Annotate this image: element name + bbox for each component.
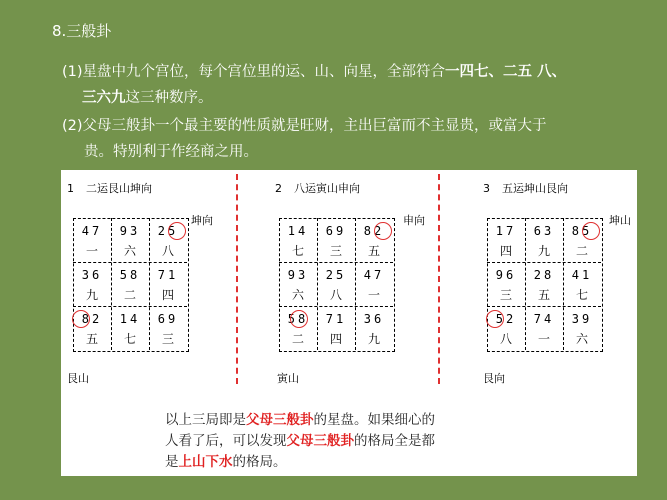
chart-title [67,180,152,196]
p1-bold-2: 三六九 [82,90,126,106]
chart-name: 八运寅山申向 [294,182,360,195]
period-star: 五 [367,244,380,258]
period-star: 三 [329,244,342,258]
palace-cell [74,222,110,258]
caption-part: 的星盘。如果细心的 [313,412,435,428]
mountain-label: 寅山 [277,372,299,385]
palace-cell [150,222,186,258]
period-star: 五 [85,332,98,346]
paragraph-2-line-1: (2)父母三般卦一个最主要的性质就是旺财，主出巨富而不主显贵，或富大于 [62,118,547,134]
period-star: 三 [161,332,174,346]
grid-line [487,262,601,263]
caption-line-1 [165,410,435,431]
period-star: 一 [367,288,380,302]
period-star: 四 [161,288,174,302]
mountain-facing-stars: 25 [157,224,179,238]
mountain-facing-stars: 58 [119,268,141,282]
palace-cell [356,310,392,346]
mountain-facing-stars: 96 [495,268,517,282]
period-star: 六 [291,288,304,302]
chart-title [483,180,568,196]
caption-part: 人看了后，可以发现 [165,433,287,449]
palace-cell [526,266,562,302]
p1-bold: 一四七、二五 八、 [445,64,567,80]
caption-part: 的格局全是都 [354,433,435,449]
period-star: 一 [537,332,550,346]
mountain-facing-stars: 82 [363,224,385,238]
period-star: 七 [575,288,588,302]
grid-line [73,262,187,263]
caption-highlight: 父母三般卦 [246,412,314,428]
mountain-facing-stars: 71 [157,268,179,282]
period-star: 七 [123,332,136,346]
paragraph-1-line-1 [62,60,566,84]
caption-line-2 [165,431,435,452]
chart-name: 五运坤山艮向 [502,182,568,195]
mountain-facing-stars: 25 [325,268,347,282]
period-star: 八 [499,332,512,346]
period-star: 九 [537,244,550,258]
period-star: 五 [537,288,550,302]
mountain-facing-stars: 14 [119,312,141,326]
period-star: 七 [291,244,304,258]
mountain-facing-stars: 69 [325,224,347,238]
star-chart-2 [271,170,451,386]
period-star: 一 [85,244,98,258]
palace-cell [150,310,186,346]
highlight-circle [72,310,90,328]
chart-number: 2 [275,182,282,195]
grid-line [73,306,187,307]
palace-cell [526,310,562,346]
period-star: 二 [291,332,304,346]
direction-label: 申向 [403,214,425,227]
period-star: 二 [575,244,588,258]
mountain-facing-stars: 85 [571,224,593,238]
highlight-circle [582,222,600,240]
mountain-facing-stars: 39 [571,312,593,326]
period-star: 六 [575,332,588,346]
caption-highlight: 上山下水 [178,454,233,470]
period-star: 八 [161,244,174,258]
p1-text: (1)星盘中九个宫位，每个宫位里的运、山、向星，全部符合 [62,64,446,80]
mountain-facing-stars: 28 [533,268,555,282]
palace-cell [318,266,354,302]
palace-cell [112,310,148,346]
star-chart-3 [479,170,659,386]
section-heading: 8.三般卦 [52,22,112,40]
period-star: 九 [85,288,98,302]
mountain-facing-stars: 52 [495,312,517,326]
mountain-facing-stars: 14 [287,224,309,238]
mountain-facing-stars: 47 [363,268,385,282]
chart-number: 1 [67,182,74,195]
palace-cell [526,222,562,258]
palace-cell [318,222,354,258]
mountain-facing-stars: 47 [81,224,103,238]
caption-text [165,410,435,473]
palace-cell [280,266,316,302]
mountain-facing-stars: 93 [287,268,309,282]
chart-name: 二运艮山坤向 [86,182,152,195]
caption-part: 以上三局即是 [165,412,246,428]
period-star: 八 [329,288,342,302]
paragraph-2-line-2: 贵。特别利于作经商之用。 [84,144,258,160]
direction-label: 坤向 [191,214,213,227]
mountain-facing-stars: 41 [571,268,593,282]
mountain-label: 艮向 [483,372,505,385]
direction-label: 坤山 [609,214,631,227]
grid-line [487,306,601,307]
mountain-facing-stars: 93 [119,224,141,238]
palace-cell [280,310,316,346]
highlight-circle [374,222,392,240]
palace-cell [356,266,392,302]
palace-cell [112,266,148,302]
palace-cell [564,222,600,258]
mountain-facing-stars: 69 [157,312,179,326]
caption-line-3 [165,452,435,473]
palace-cell [488,266,524,302]
mountain-facing-stars: 82 [81,312,103,326]
period-star: 三 [499,288,512,302]
palace-cell [564,266,600,302]
period-star: 二 [123,288,136,302]
palace-cell [488,222,524,258]
period-star: 九 [367,332,380,346]
highlight-circle [168,222,186,240]
caption-part: 是 [165,454,179,470]
highlight-circle [290,310,308,328]
p1-text-2: 这三种数序。 [125,90,213,106]
palace-cell [74,310,110,346]
grid-line [279,306,393,307]
mountain-facing-stars: 36 [363,312,385,326]
palace-cell [488,310,524,346]
period-star: 四 [499,244,512,258]
mountain-facing-stars: 71 [325,312,347,326]
mountain-facing-stars: 63 [533,224,555,238]
palace-cell [564,310,600,346]
highlight-circle [486,310,504,328]
palace-cell [74,266,110,302]
palace-cell [150,266,186,302]
mountain-facing-stars: 36 [81,268,103,282]
mountain-facing-stars: 58 [287,312,309,326]
paragraph-1-line-2 [82,86,213,110]
period-star: 六 [123,244,136,258]
mountain-facing-stars: 17 [495,224,517,238]
palace-cell [280,222,316,258]
mountain-label: 艮山 [67,372,89,385]
chart-title [275,180,360,196]
chart-number: 3 [483,182,490,195]
palace-cell [112,222,148,258]
caption-highlight: 父母三般卦 [286,433,354,449]
palace-cell [318,310,354,346]
star-chart-1 [65,170,245,386]
palace-cell [356,222,392,258]
star-chart-panel [61,170,637,476]
grid-line [279,262,393,263]
period-star: 四 [329,332,342,346]
caption-part: 的格局。 [232,454,287,470]
mountain-facing-stars: 74 [533,312,555,326]
